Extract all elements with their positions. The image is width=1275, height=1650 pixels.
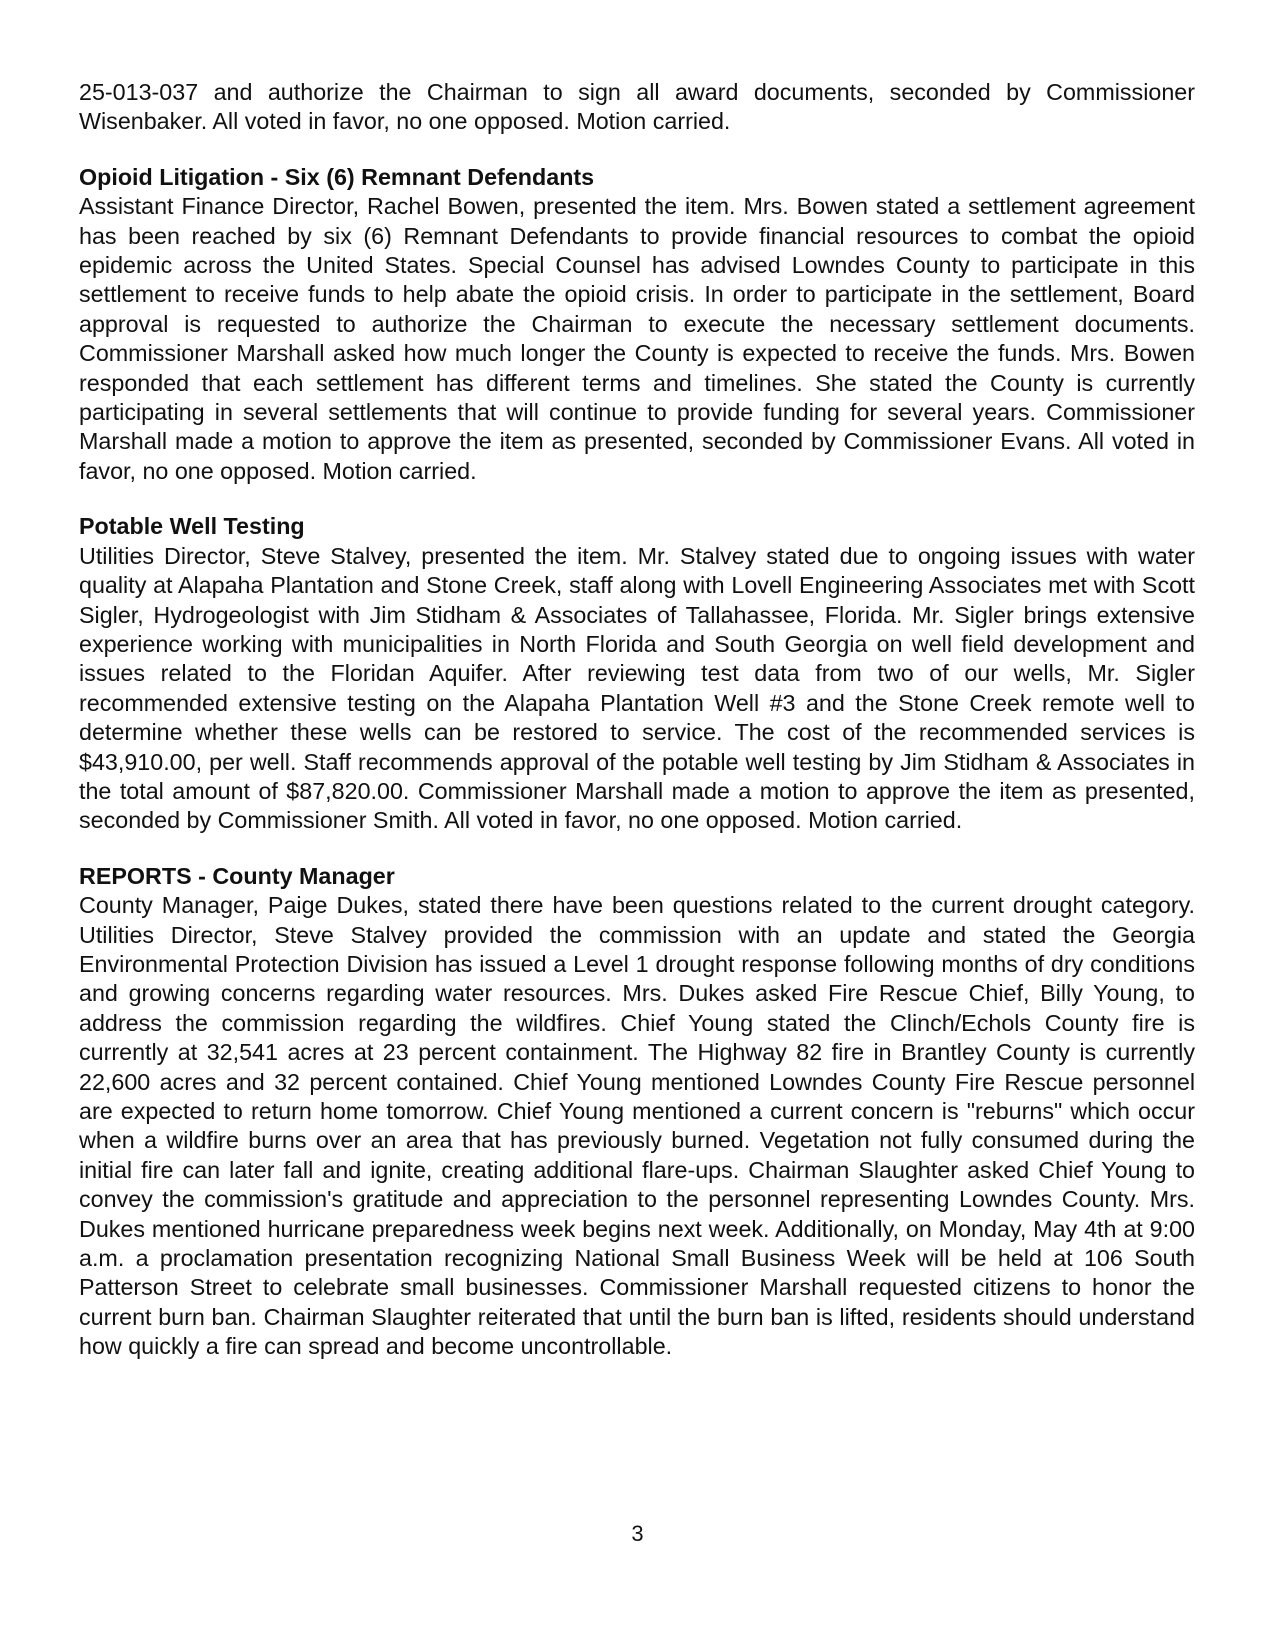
document-page [79,78,1195,1362]
section-county-manager-report [79,862,1195,1362]
section-heading: REPORTS - County Manager [79,862,395,889]
section-heading: Opioid Litigation - Six (6) Remnant Defendants [79,163,595,190]
intro-paragraph: 25-013-037 and authorize the Chairman to sign all award documents, seconded by Commissioner Wisenbaker. All voted in favor, no one opposed. Motion carried. [79,79,1195,135]
section-body: County Manager, Paige Dukes, stated there have been questions related to the current drought category. Utilities Director, Steve Stalvey provided the commission with an update and stated the Georgia Environmental Protection Division has issued a Level 1 drought response following months of dry conditions and growing concerns regarding water resources. Mrs. Dukes asked Fire Rescue Chief, Billy Young, to address the commission regarding the wildfires. Chief Young stated the Clinch/Echols County fire is currently at 32,541 acres at 23 percent containment. The Highway 82 fire in Brantley County is currently 22,600 acres and 32 percent contained. Chief Young mentioned Lowndes County Fire Rescue personnel are expected to return home tomorrow. Chief Young mentioned a current concern is "reburns" which occur when a wildfire burns over an area that has previously burned. Vegetation not fully consumed during the initial fire can later fall and ignite, creating additional flare-ups. Chairman Slaughter asked Chief Young to convey the commission's gratitude and appreciation to the personnel representing Lowndes County. Mrs. Dukes mentioned hurricane preparedness week begins next week. Additionally, on Monday, May 4th at 9:00 a.m. a proclamation presentation recognizing National Small Business Week will be held at 106 South Patterson Street to celebrate small businesses. Commissioner Marshall requested citizens to honor the current burn ban. Chairman Slaughter reiterated that until the burn ban is lifted, residents should understand how quickly a fire can spread and become uncontrollable. [79,892,1195,1360]
page-number: 3 [631,1521,644,1546]
section-heading: Potable Well Testing [79,513,305,540]
section-body: Utilities Director, Steve Stalvey, presented the item. Mr. Stalvey stated due to ongoing issues with water quality at Alapaha Plantation and Stone Creek, staff along with Lovell Engineering Associates met with Scott Sigler, Hydrogeologist with Jim Stidham & Associates of Tallahassee, Florida. Mr. Sigler brings extensive experience working with municipalities in North Florida and South Georgia on well field development and issues related to the Floridan Aquifer. After reviewing test data from two of our wells, Mr. Sigler recommended extensive testing on the Alapaha Plantation Well #3 and the Stone Creek remote well to determine whether these wells can be restored to service. The cost of the recommended services is $43,910.00, per well. Staff recommends approval of the potable well testing by Jim Stidham & Associates in the total amount of $87,820.00. Commissioner Marshall made a motion to approve the item as presented, seconded by Commissioner Smith. All voted in favor, no one opposed. Motion carried. [79,542,1195,834]
section-potable-well-testing [79,512,1195,835]
section-opioid-litigation [79,163,1195,486]
section-body: Assistant Finance Director, Rachel Bowen, presented the item. Mrs. Bowen stated a settlement agreement has been reached by six (6) Remnant Defendants to provide financial resources to combat the opioid epidemic across the United States. Special Counsel has advised Lowndes County to participate in this settlement to receive funds to help abate the opioid crisis. In order to participate in the settlement, Board approval is requested to authorize the Chairman to execute the necessary settlement documents. Commissioner Marshall asked how much longer the County is expected to receive the funds. Mrs. Bowen responded that each settlement has different terms and timelines. She stated the County is currently participating in several settlements that will continue to provide funding for several years. Commissioner Marshall made a motion to approve the item as presented, seconded by Commissioner Evans. All voted in favor, no one opposed. Motion carried. [79,193,1195,484]
